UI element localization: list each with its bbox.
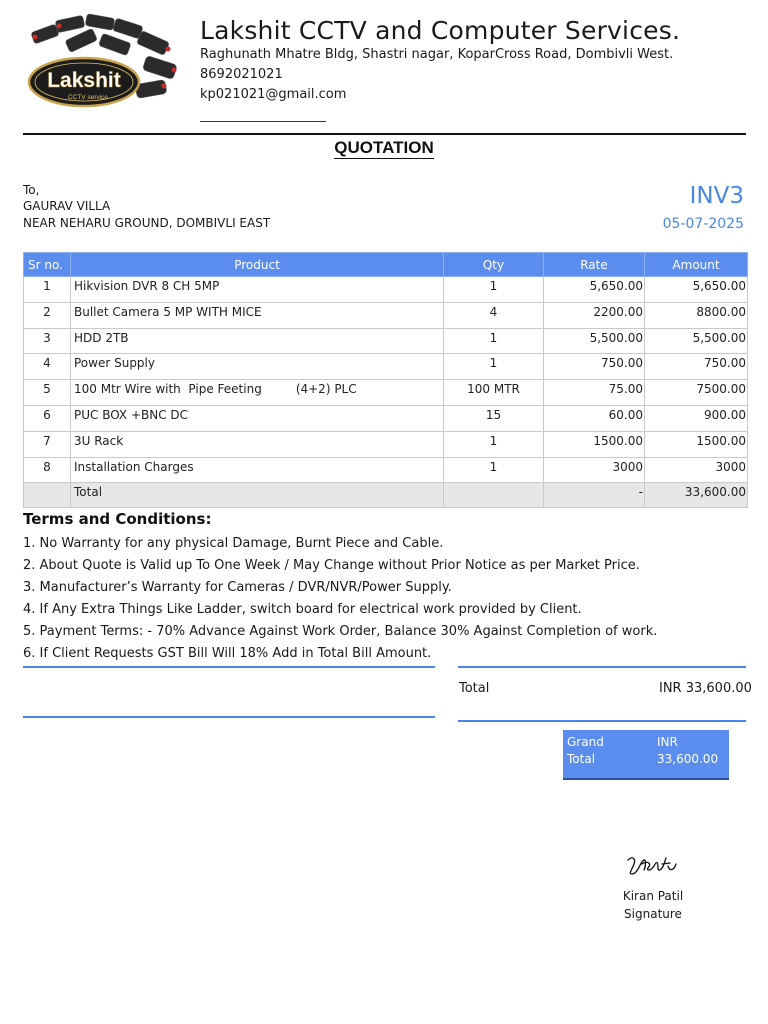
header-product: Product xyxy=(71,253,444,277)
signatory-name: Kiran Patil xyxy=(622,889,684,903)
cell-rate: 5,500.00 xyxy=(544,328,645,354)
cell-amount: 8800.00 xyxy=(645,302,748,328)
table-total-row xyxy=(24,483,748,508)
table-header-row xyxy=(24,253,748,277)
cell-rate: 60.00 xyxy=(544,405,645,431)
header-rate: Rate xyxy=(544,253,645,277)
cell-rate: 1500.00 xyxy=(544,431,645,457)
left-rule-top xyxy=(23,666,435,668)
term-item: 3. Manufacturer’s Warranty for Cameras / DVR/NVR/Power Supply. xyxy=(23,580,452,595)
invoice-date: 05-07-2025 xyxy=(662,216,744,232)
right-rule-top xyxy=(458,666,746,668)
term-item: 6. If Client Requests GST Bill Will 18% Add in Total Bill Amount. xyxy=(23,646,432,661)
cell-product: Installation Charges xyxy=(71,457,444,483)
total-cell-sr xyxy=(24,483,71,508)
company-logo xyxy=(26,12,186,112)
logo-text: Lakshit xyxy=(47,69,121,92)
header-qty: Qty xyxy=(444,253,544,277)
cell-product: PUC BOX +BNC DC xyxy=(71,405,444,431)
cell-amount: 1500.00 xyxy=(645,431,748,457)
product-sub: (4+2) PLC xyxy=(295,382,357,397)
cell-sr: 5 xyxy=(24,380,71,406)
cell-rate: 5,650.00 xyxy=(544,277,645,303)
terms-title: Terms and Conditions: xyxy=(23,510,212,528)
cell-sr: 3 xyxy=(24,328,71,354)
cell-product: Hikvision DVR 8 CH 5MP xyxy=(71,277,444,303)
summary-total-value: INR 33,600.00 xyxy=(659,681,752,696)
grand-label-1: Grand xyxy=(567,735,604,749)
company-phone: 8692021021 xyxy=(200,67,283,82)
header-amount: Amount xyxy=(645,253,748,277)
table-row xyxy=(24,431,748,457)
table-row xyxy=(24,328,748,354)
total-cell-qty xyxy=(444,483,544,508)
cell-amount: 900.00 xyxy=(645,405,748,431)
header-sr-no: Sr no. xyxy=(24,253,71,277)
company-email: kp021021@gmail.com xyxy=(200,87,347,102)
table-row xyxy=(24,405,748,431)
cell-amount: 3000 xyxy=(645,457,748,483)
table-row xyxy=(24,380,748,406)
table-row xyxy=(24,457,748,483)
cell-qty: 4 xyxy=(444,302,544,328)
cell-sr: 2 xyxy=(24,302,71,328)
term-item: 2. About Quote is Valid up To One Week / May Change without Prior Notice as per Market Price. xyxy=(23,558,640,573)
term-item: 4. If Any Extra Things Like Ladder, switch board for electrical work provided by Client. xyxy=(23,602,582,617)
cell-sr: 6 xyxy=(24,405,71,431)
right-rule-bottom xyxy=(458,720,746,722)
cell-amount: 5,500.00 xyxy=(645,328,748,354)
cell-qty: 100 MTR xyxy=(444,380,544,406)
cell-sr: 8 xyxy=(24,457,71,483)
cell-amount: 5,650.00 xyxy=(645,277,748,303)
cell-qty: 1 xyxy=(444,354,544,380)
cell-sr: 7 xyxy=(24,431,71,457)
cell-product: Power Supply xyxy=(71,354,444,380)
company-name: Lakshit CCTV and Computer Services. xyxy=(200,16,681,45)
signature-label: Signature xyxy=(624,907,682,921)
left-rule-bottom xyxy=(23,716,435,718)
cell-product: HDD 2TB xyxy=(71,328,444,354)
grand-value-2: 33,600.00 xyxy=(657,752,719,766)
grand-value-1: INR xyxy=(657,735,678,749)
cell-qty: 15 xyxy=(444,405,544,431)
items-table xyxy=(23,252,748,508)
document-title-text: QUOTATION xyxy=(334,138,434,157)
company-address: Raghunath Mhatre Bldg, Shastri nagar, KoparCross Road, Dombivli West. xyxy=(200,47,674,62)
summary-total-label: Total xyxy=(459,681,490,696)
cell-amount: 750.00 xyxy=(645,354,748,380)
email-underline xyxy=(200,121,326,122)
cell-qty: 1 xyxy=(444,431,544,457)
product-main: 100 Mtr Wire with Pipe Feeting xyxy=(74,382,262,397)
cell-qty: 1 xyxy=(444,277,544,303)
signature-mark xyxy=(624,850,684,882)
cell-rate: 750.00 xyxy=(544,354,645,380)
cell-product xyxy=(71,380,444,406)
logo-subtext: CCTV service xyxy=(67,94,109,101)
table-row xyxy=(24,354,748,380)
cell-product: 3U Rack xyxy=(71,431,444,457)
total-label: Total xyxy=(71,483,444,508)
table-row xyxy=(24,302,748,328)
grand-total-box xyxy=(563,730,729,780)
grand-label-2: Total xyxy=(567,752,596,766)
term-item: 1. No Warranty for any physical Damage, Burnt Piece and Cable. xyxy=(23,536,444,551)
invoice-number: INV3 xyxy=(689,183,744,209)
cell-product: Bullet Camera 5 MP WITH MICE xyxy=(71,302,444,328)
recipient-address: NEAR NEHARU GROUND, DOMBIVLI EAST xyxy=(23,216,271,230)
cell-amount: 7500.00 xyxy=(645,380,748,406)
to-label: To, xyxy=(23,183,40,197)
total-rate: - xyxy=(544,483,645,508)
cell-qty: 1 xyxy=(444,457,544,483)
header-divider xyxy=(23,133,746,135)
cell-rate: 75.00 xyxy=(544,380,645,406)
cell-rate: 2200.00 xyxy=(544,302,645,328)
cell-rate: 3000 xyxy=(544,457,645,483)
cell-sr: 4 xyxy=(24,354,71,380)
cell-sr: 1 xyxy=(24,277,71,303)
total-amount: 33,600.00 xyxy=(645,483,748,508)
table-row xyxy=(24,277,748,303)
document-title xyxy=(0,138,768,158)
term-item: 5. Payment Terms: - 70% Advance Against Work Order, Balance 30% Against Completion of work. xyxy=(23,624,658,639)
cell-qty: 1 xyxy=(444,328,544,354)
recipient-name: GAURAV VILLA xyxy=(23,199,111,213)
